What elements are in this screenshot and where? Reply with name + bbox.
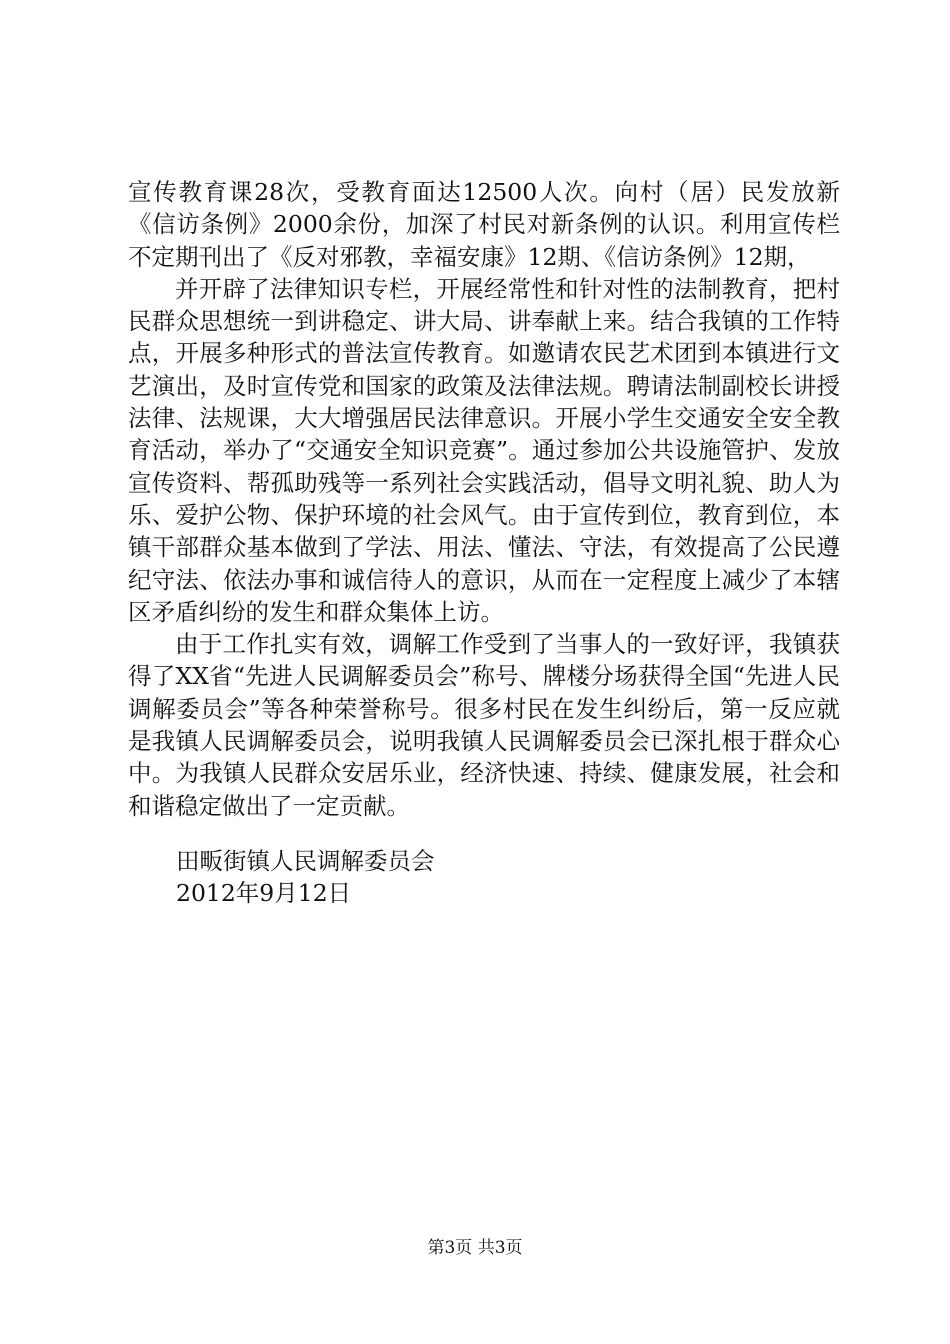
signature-date: 2012年9月12日	[176, 879, 352, 908]
signature-organization: 田畈街镇人民调解委员会	[176, 847, 435, 875]
page-footer	[0, 1237, 950, 1259]
document-body	[128, 176, 840, 822]
paragraph-continuation: 宣传教育课28次，受教育面达12500人次。向村（居）民发放新《信访条例》2000余份，加深了村民对新条例的认识。利用宣传栏不定期刊出了《反对邪教，幸福安康》12期、《信访条例》12期，	[128, 178, 840, 271]
page-number-label: 第3页 共3页	[427, 1238, 523, 1258]
signature-block	[176, 845, 776, 910]
paragraph-legal-education: 并开辟了法律知识专栏，开展经常性和针对性的法制教育，把村民群众思想统一到讲稳定、讲大局、讲奉献上来。结合我镇的工作特点，开展多种形式的普法宣传教育。如邀请农民艺术团到本镇进行文艺演出，及时宣传党和国家的政策及法律法规。聘请法制副校长讲授法律、法规课，大大增强居民法律意识。开展小学生交通安全安全教育活动，举办了“交通安全知识竞赛”。通过参加公共设施管护、发放宣传资料、帮孤助残等一系列社会实践活动，倡导文明礼貌、助人为乐、爱护公物、保护环境的社会风气。由于宣传到位，教育到位，本镇干部群众基本做到了学法、用法、懂法、守法，有效提高了公民遵纪守法、依法办事和诚信待人的意识，从而在一定程度上减少了本辖区矛盾纠纷的发生和群众集体上访。	[128, 274, 840, 626]
paragraph-achievements: 由于工作扎实有效，调解工作受到了当事人的一致好评，我镇获得了XX省“先进人民调解委员会”称号、牌楼分场获得全国“先进人民调解委员会”等各种荣誉称号。很多村民在发生纠纷后，第一反应就是我镇人民调解委员会，说明我镇人民调解委员会已深扎根于群众心中。为我镇人民群众安居乐业，经济快速、持续、健康发展，社会和和谐稳定做出了一定贡献。	[128, 630, 840, 820]
